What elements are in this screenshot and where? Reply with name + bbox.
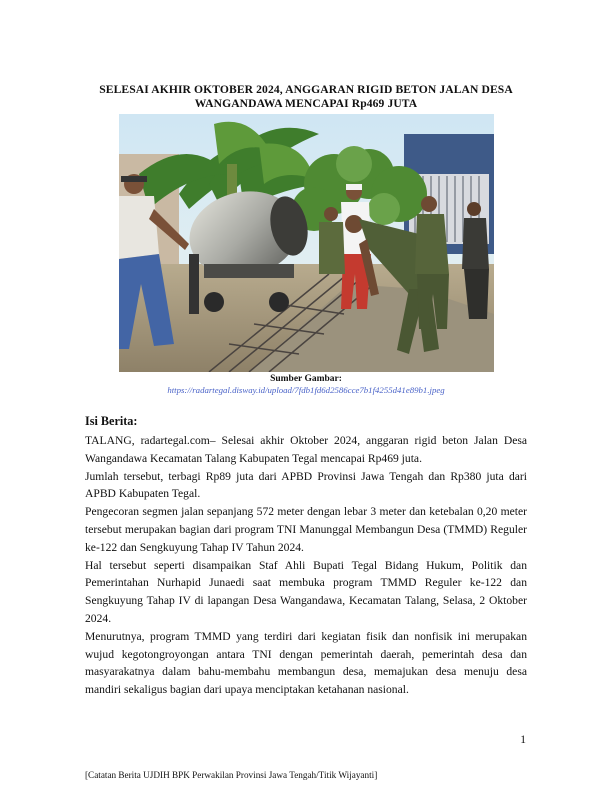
- footer-note: [Catatan Berita UJDIH BPK Perwakilan Provinsi Jawa Tengah/Titik Wijayanti]: [85, 770, 378, 780]
- paragraph-4: Hal tersebut seperti disampaikan Staf Ahli Bupati Tegal Bidang Hukum, Politik dan Pemerintahan Nurhapid Junaedi saat membuka program TMMD Reguler ke-122 dan Sengkuyung Tahap IV di lapangan Desa Wangandawa, Kecamatan Talang, Selasa, 2 Oktober 2024.: [85, 558, 527, 625]
- document-title: [60, 83, 552, 111]
- page-number: 1: [520, 734, 526, 746]
- photo-illustration: [119, 114, 494, 372]
- image-caption: Sumber Gambar:: [270, 374, 342, 384]
- paragraph-3: Pengecoran segmen jalan sepanjang 572 meter dengan lebar 3 meter dan ketebalan 0,20 meter tersebut merupakan bagian dari program TNI Manunggal Membangun Desa (TMMD) Reguler ke-122 dan Sengkuyung Tahap IV Tahun 2024.: [85, 505, 527, 554]
- paragraph-5: Menurutnya, program TMMD yang terdiri dari kegiatan fisik dan nonfisik ini merupakan wujud kegotongroyongan antara TNI dengan pemerintah daerah, pemerintah desa dan masyarakatnya dalam bahu-membahu membangun desa, memajukan desa menuju desa mandiri sekaligus bagian dari upaya menciptakan ketahanan nasional.: [85, 629, 527, 697]
- title-line-1: SELESAI AKHIR OKTOBER 2024, ANGGARAN RIGID BETON JALAN DESA: [99, 83, 513, 96]
- image-source-link[interactable]: https://radartegal.disway.id/upload/7fdb1fd6d2586cce7b1f4255d41e89b1.jpeg: [167, 385, 445, 395]
- paragraph-1: TALANG, radartegal.com– Selesai akhir Oktober 2024, anggaran rigid beton Jalan Desa Wangandawa Kecamatan Talang Kabupaten Tegal mencapai Rp469 juta.: [85, 434, 527, 465]
- paragraph-2: Jumlah tersebut, terbagi Rp89 juta dari APBD Provinsi Jawa Tengah dan Rp380 juta dari APBD Kabupaten Tegal.: [85, 469, 527, 501]
- news-photo: [119, 114, 494, 372]
- article-body: [85, 432, 527, 699]
- title-line-2: WANGANDAWA MENCAPAI Rp469 JUTA: [194, 97, 418, 110]
- section-heading: Isi Berita:: [85, 414, 138, 428]
